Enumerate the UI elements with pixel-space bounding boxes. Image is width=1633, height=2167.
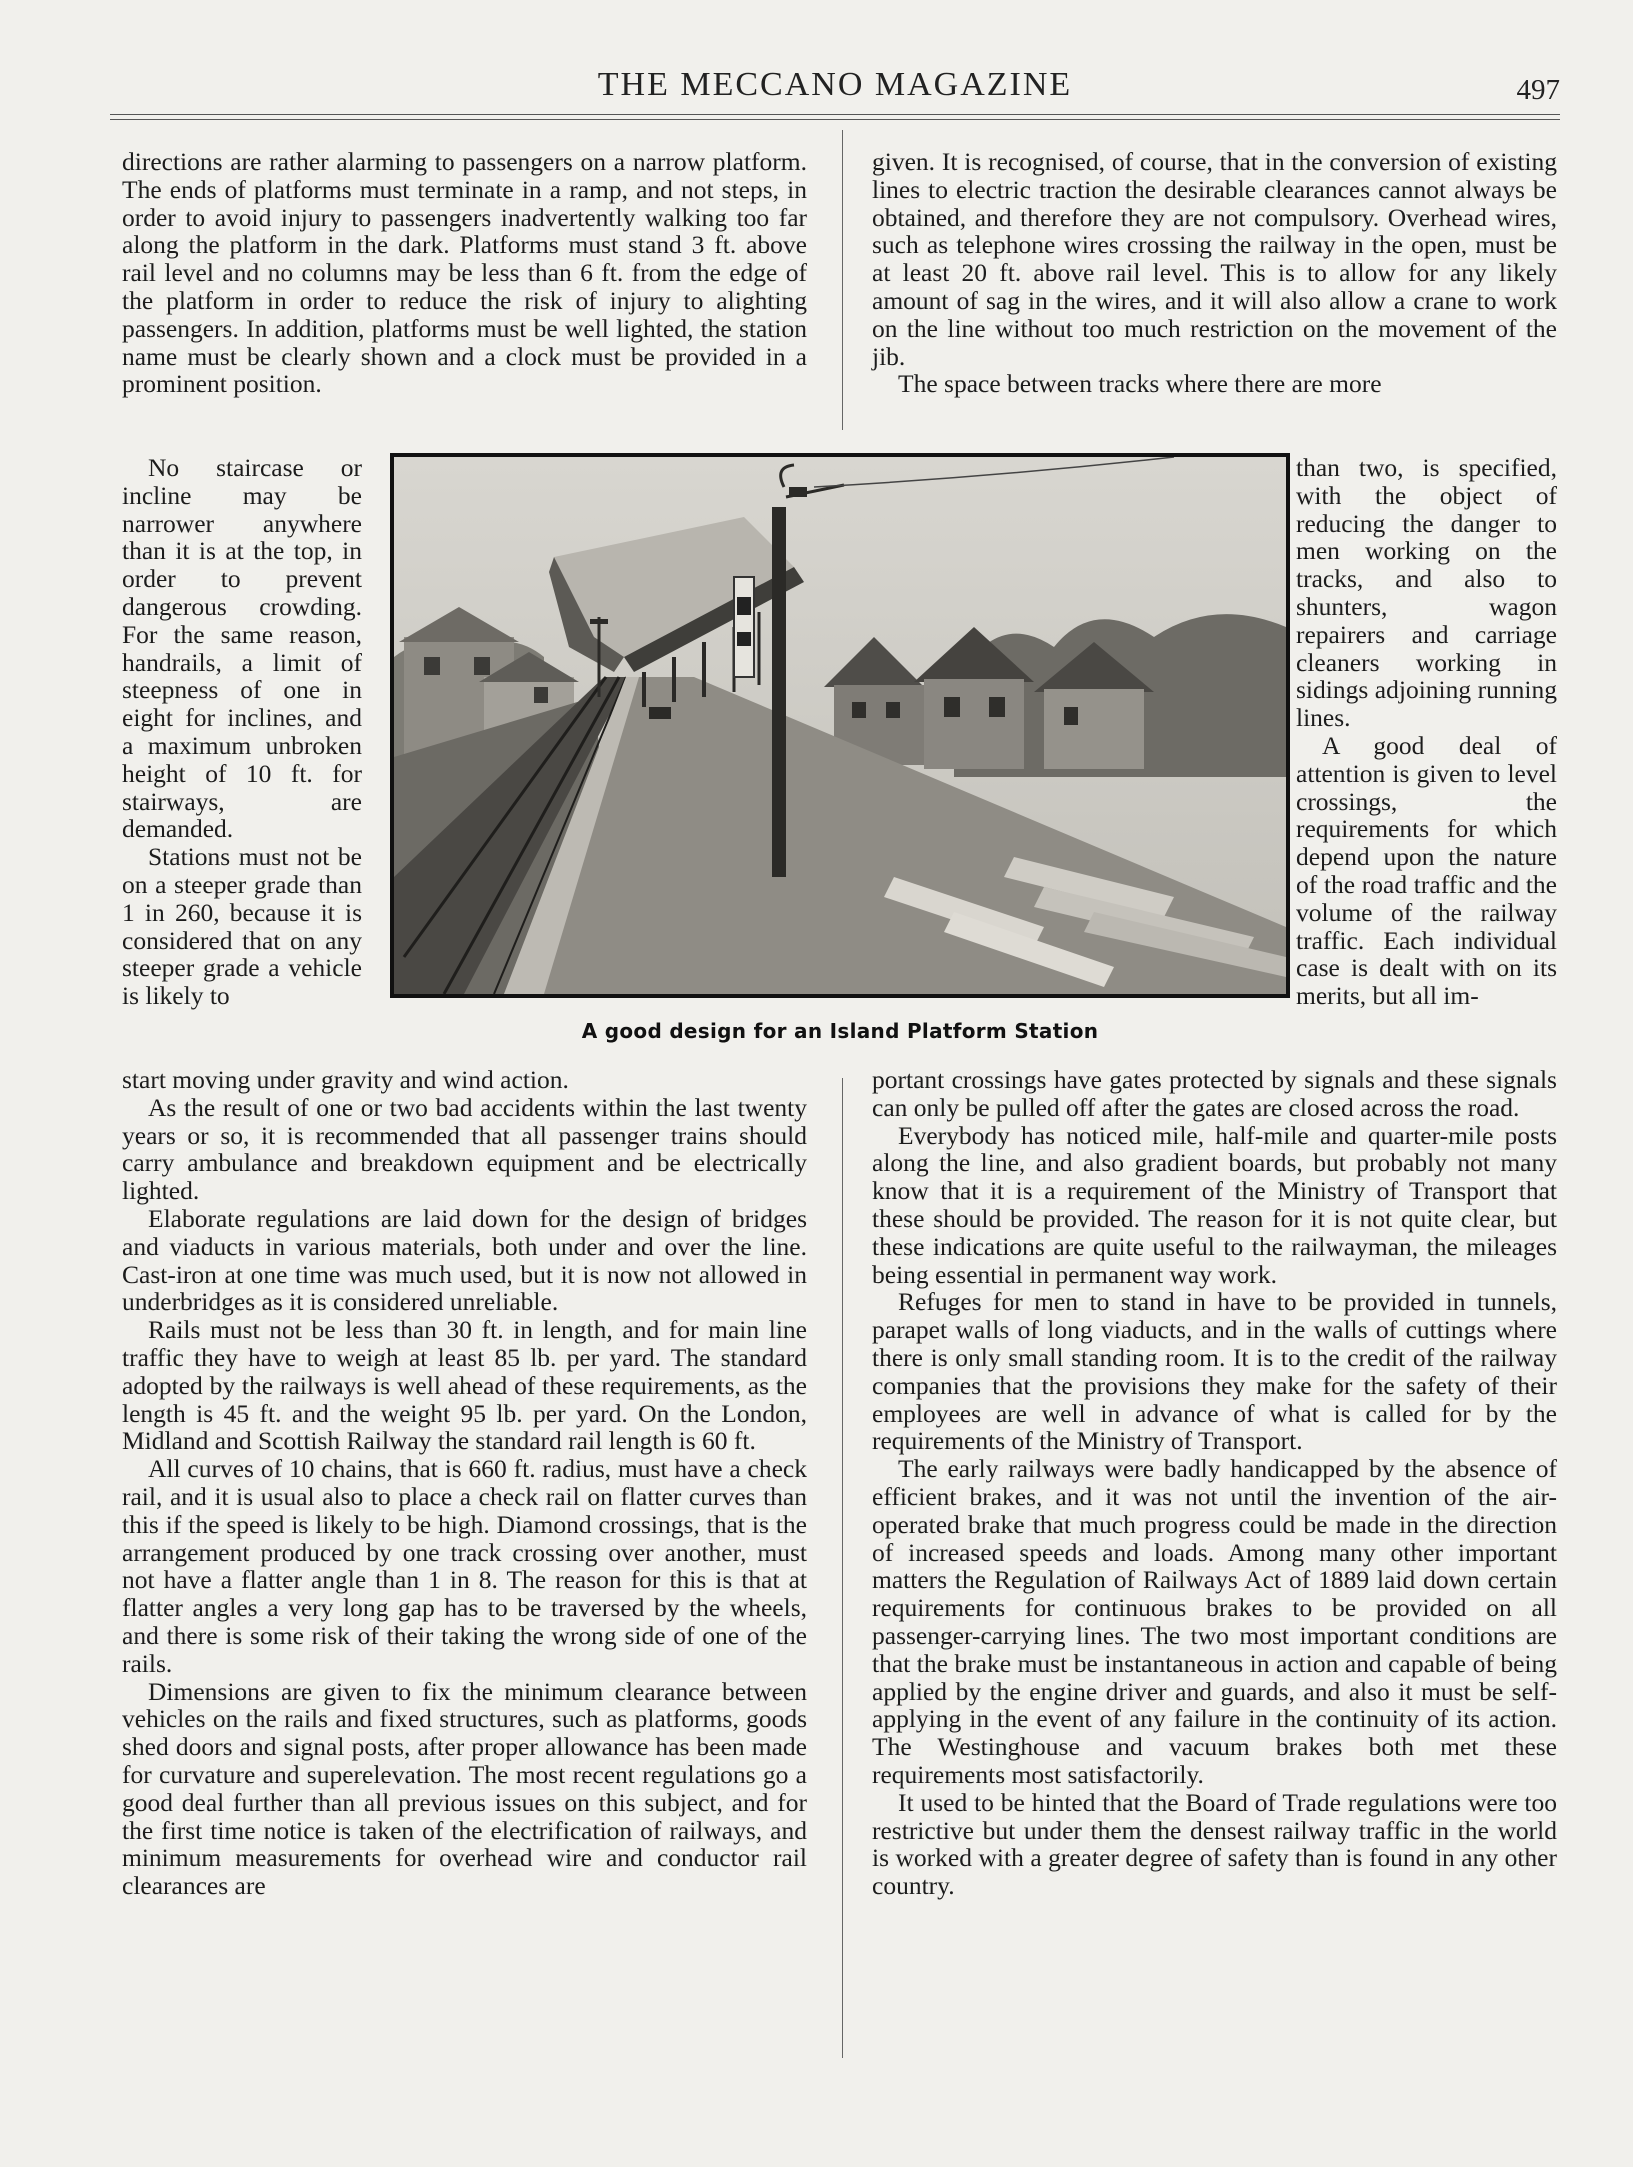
right-column-bottom — [872, 1066, 1557, 1900]
paragraph: portant crossings have gates protected by signals and these signals can only be pulled off after the gates are closed across the road. — [872, 1065, 1557, 1122]
station-photo-illustration — [394, 457, 1286, 994]
figure-caption: A good design for an Island Platform Station — [581, 1019, 1099, 1043]
magazine-title: THE MECCANO MAGAZINE — [597, 66, 1073, 103]
paragraph: Refuges for men to stand in have to be provided in tunnels, parapet walls of long viaducts, and in the walls of cuttings where there is only small standing room. It is to the credit of the railway companies that the provisions they make for the safety of their employees are well in advance of what is called for by the requirements of the Ministry of Transport. — [872, 1287, 1557, 1456]
station-photograph — [390, 453, 1290, 998]
page-number: 497 — [1516, 74, 1560, 106]
paragraph: All curves of 10 chains, that is 660 ft. radius, must have a check rail, and it is usual also to place a check rail on flatter curves than this if the speed is likely to be high. Diamond crossings, that is the arrangement produced by one track crossing over another, must not have a flatter angle than 1 in 8. The reason for this is that at flatter angles a very long gap has to be traversed by the wheels, and there is some risk of their taking the wrong side of one of the rails. — [122, 1454, 807, 1678]
paragraph: Elaborate regulations are laid down for the design of bridges and viaducts in various materials, both under and over the line. Cast-iron at one time was much used, but it is now not allowed in underbridges as it is considered unreliable. — [122, 1203, 807, 1317]
paragraph: As the result of one or two bad accidents within the last twenty years or so, it is recommended that all passenger trains should carry ambulance and breakdown equipment and be electrically lighted. — [122, 1092, 807, 1206]
right-column-wrap — [1296, 454, 1557, 1010]
paragraph: Stations must not be on a steeper grade than 1 in 260, because it is considered that on any steeper grade a vehicle is likely to — [122, 842, 362, 1011]
paragraph: Everybody has noticed mile, half-mile and quarter-mile posts along the line, and also gradient boards, but probably not many know that it is a requirement of the Ministry of Transport that these should be provided. The reason for it is not quite clear, but these indications are quite useful to the railwayman, the mileages being essential in permanent way work. — [872, 1120, 1557, 1289]
header-rule-bottom — [110, 119, 1560, 120]
left-column-bottom — [122, 1066, 807, 1900]
paragraph: start moving under gravity and wind action. — [122, 1065, 569, 1094]
column-divider-top — [842, 130, 843, 430]
platform-bench — [649, 707, 671, 719]
column-divider-bottom — [842, 1078, 843, 2058]
left-column-wrap — [122, 454, 362, 1010]
left-column-top — [122, 148, 807, 398]
right-column-top — [872, 148, 1557, 398]
paragraph: A good deal of attention is given to level crossings, the requirements for which depend upon the nature of the road traffic and the volume of the railway traffic. Each individual case is dealt with on its merits, but all im- — [1296, 730, 1557, 1011]
paragraph: directions are rather alarming to passengers on a narrow platform. The ends of platforms must terminate in a ramp, and not steps, in order to avoid injury to passengers inadvertently walking too far along the platform in the dark. Platforms must stand 3 ft. above rail level and no columns may be less than 6 ft. from the edge of the platform in order to reduce the risk of injury to alighting passengers. In addition, platforms must be well lighted, the station name must be clearly shown and a clock must be provided in a prominent position. — [122, 147, 807, 399]
station-sign — [734, 577, 754, 677]
paragraph: Dimensions are given to fix the minimum clearance between vehicles on the rails and fixed structures, such as platforms, goods shed doors and signal posts, after proper allowance has been made for curvature and superelevation. The most recent regulations go a good deal further than all previous issues on this subject, and for the first time notice is taken of the electrification of railways, and minimum measurements for overhead wire and conductor rail clearances are — [122, 1676, 807, 1901]
paragraph: The space between tracks where there are more — [898, 369, 1382, 399]
paragraph: than two, is specified, with the object of reducing the danger to men working on the tracks, and also to shunters, wagon repairers and carriage cleaners working in sidings adjoining running lines. — [1296, 453, 1557, 733]
paragraph: The early railways were badly handicapped by the absence of efficient brakes, and it was not until the invention of the air-operated brake that much progress could be made in the direction of increased speeds and loads. Among many other important matters the Regulation of Railways Act of 1889 laid down certain requirements for continuous brakes to be provided on all passenger-carrying lines. The two most important conditions are that the brake must be instantaneous in action and capable of being applied by the engine driver and guards, and also it must be self-applying in the event of any failure in the continuity of its action. The Westinghouse and vacuum brakes both met these requirements most satisfactorily. — [872, 1454, 1557, 1789]
paragraph: Rails must not be less than 30 ft. in length, and for main line traffic they have to weigh at least 85 lb. per yard. The standard adopted by the railways is well ahead of these requirements, as the length is 45 ft. and the weight 95 lb. per yard. On the London, Midland and Scottish Railway the standard rail length is 60 ft. — [122, 1315, 807, 1456]
paragraph: It used to be hinted that the Board of Trade regulations were too restrictive but under them the densest railway traffic in the world is worked with a greater degree of safety than is found in any other country. — [872, 1787, 1557, 1901]
paragraph: No staircase or incline may be narrower anywhere than it is at the top, in order to prevent dangerous crowding. For the same reason, handrails, a limit of steepness of one in eight for inclines, and a maximum unbroken height of 10 ft. for stairways, are demanded. — [122, 453, 362, 844]
paragraph: given. It is recognised, of course, that in the conversion of existing lines to electric traction the desirable clearances cannot always be obtained, and therefore they are not compulsory. Overhead wires, such as telephone wires crossing the railway in the open, must be at least 20 ft. above rail level. This is to allow for any likely amount of sag in the wires, and it will also allow a crane to work on the line without too much restriction on the movement of the jib. — [872, 147, 1557, 371]
header-rule-top — [110, 114, 1560, 115]
page-header — [110, 66, 1560, 116]
